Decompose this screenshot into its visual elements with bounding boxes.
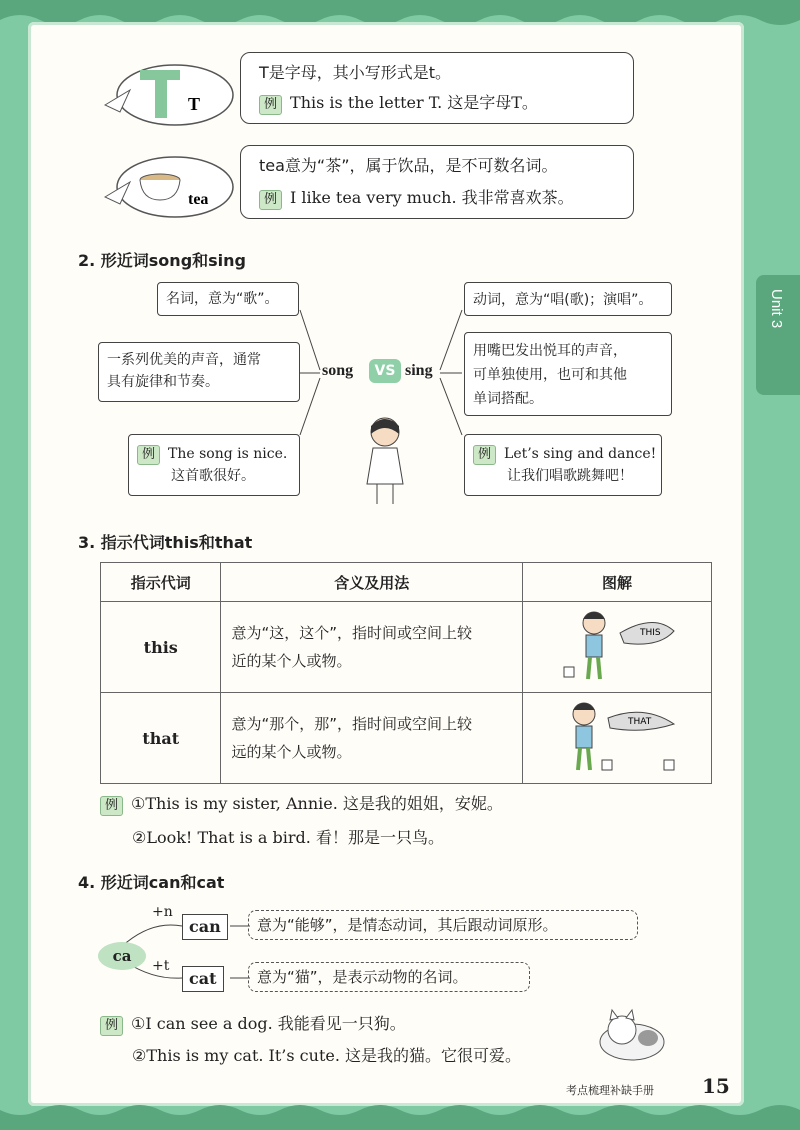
vocab-t-example: 例 This is the letter T. 这是字母T。 bbox=[259, 91, 538, 115]
letter-t-cloud-icon bbox=[100, 50, 240, 130]
word-can: can bbox=[182, 914, 228, 940]
word-sing: sing bbox=[405, 362, 433, 379]
row-desc: 意为“这，这个”，指时间或空间上较 近的某个人或物。 bbox=[221, 602, 523, 693]
svg-text:THAT: THAT bbox=[628, 717, 652, 727]
vocab-tea-line: tea意为“茶”，属于饮品，是不可数名词。 bbox=[259, 156, 558, 175]
demonstrative-table bbox=[100, 562, 712, 784]
word-cat: cat bbox=[182, 966, 224, 992]
col-header: 图解 bbox=[523, 563, 712, 602]
vocab-t-line: T是字母，其小写形式是t。 bbox=[259, 63, 452, 82]
cat-illustration-icon bbox=[592, 1006, 672, 1066]
section3-heading: 3. 指示代词this和that bbox=[78, 533, 253, 552]
boy-pointing-that-icon bbox=[524, 694, 710, 778]
col-header: 含义及用法 bbox=[221, 563, 523, 602]
example-tag: 例 bbox=[100, 796, 123, 816]
row-diagram bbox=[523, 693, 712, 784]
vocab-tea-example: 例 I like tea very much. 我非常喜欢茶。 bbox=[259, 186, 574, 210]
section4-example-2: ②This is my cat. It’s cute. 这是我的猫。它很可爱。 bbox=[132, 1046, 522, 1065]
col-header: 指示代词 bbox=[101, 563, 221, 602]
svg-text:T: T bbox=[188, 94, 201, 114]
section3-example-2: ②Look! That is a bird. 看！那是一只鸟。 bbox=[132, 828, 444, 847]
example-tag: 例 bbox=[259, 190, 282, 210]
girl-illustration-icon bbox=[355, 412, 415, 512]
wavy-border-bottom bbox=[0, 1100, 800, 1130]
table-row bbox=[101, 602, 712, 693]
page-number: 15 bbox=[702, 1074, 730, 1098]
boy-pointing-this-icon bbox=[524, 603, 710, 687]
sing-verb-box: 动词，意为“唱(歌)；演唱”。 bbox=[464, 282, 672, 316]
example-tag: 例 bbox=[473, 445, 496, 465]
word-song: song bbox=[322, 362, 354, 379]
example-tag: 例 bbox=[259, 95, 282, 115]
song-meaning-box: 一系列优美的声音，通常 具有旋律和节奏。 bbox=[98, 342, 300, 402]
unit-side-tab: Unit 3 bbox=[756, 275, 800, 395]
row-word: that bbox=[101, 693, 221, 784]
teacup-icon bbox=[100, 142, 240, 222]
sing-example-box: 例 Let’s sing and dance! 让我们唱歌跳舞吧！ bbox=[464, 434, 662, 496]
song-noun-box: 名词，意为“歌”。 bbox=[157, 282, 299, 316]
section2-heading: 2. 形近词song和sing bbox=[78, 251, 246, 270]
plus-t-label: +t bbox=[152, 958, 170, 974]
cat-definition: 意为“猫”，是表示动物的名词。 bbox=[248, 962, 530, 992]
table-row bbox=[101, 693, 712, 784]
vocab-tea-card bbox=[240, 145, 634, 219]
table-header-row bbox=[101, 563, 712, 602]
section3-example-1: 例 ①This is my sister, Annie. 这是我的姐姐，安妮。 bbox=[100, 792, 503, 816]
section4-example-1: 例 ①I can see a dog. 我能看见一只狗。 bbox=[100, 1012, 406, 1036]
can-definition: 意为“能够”，是情态动词，其后跟动词原形。 bbox=[248, 910, 638, 940]
svg-text:THIS: THIS bbox=[640, 628, 661, 638]
footer-label: 考点梳理补缺手册 bbox=[566, 1084, 654, 1097]
row-diagram bbox=[523, 602, 712, 693]
vs-badge: VS bbox=[369, 359, 401, 383]
example-tag: 例 bbox=[100, 1016, 123, 1036]
row-desc: 意为“那个，那”，指时间或空间上较 远的某个人或物。 bbox=[221, 693, 523, 784]
row-word: this bbox=[101, 602, 221, 693]
example-tag: 例 bbox=[137, 445, 160, 465]
svg-text:tea: tea bbox=[188, 191, 209, 208]
root-ca: ca bbox=[98, 942, 146, 970]
sing-meaning-box: 用嘴巴发出悦耳的声音， 可单独使用，也可和其他 单词搭配。 bbox=[464, 332, 672, 416]
section4-heading: 4. 形近词can和cat bbox=[78, 873, 225, 892]
plus-n-label: +n bbox=[152, 904, 173, 920]
song-example-box: 例 The song is nice. 这首歌很好。 bbox=[128, 434, 300, 496]
vocab-t-card bbox=[240, 52, 634, 124]
